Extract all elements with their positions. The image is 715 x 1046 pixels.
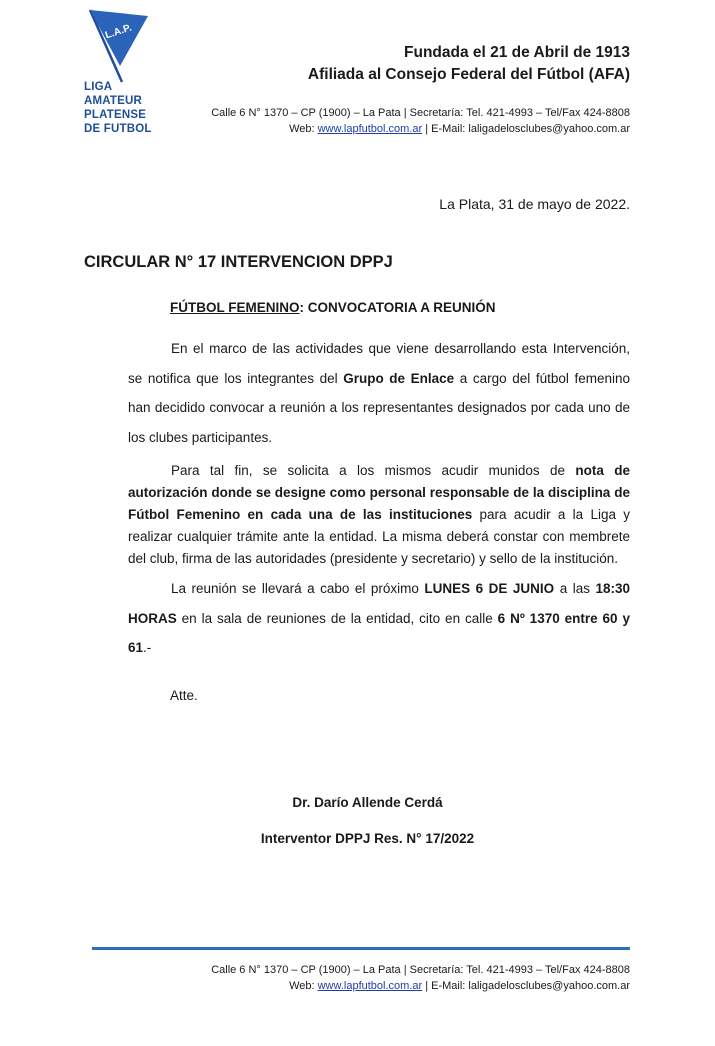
affiliation-line: Afiliada al Consejo Federal del Fútbol (AFA) — [307, 66, 630, 83]
subject-line — [170, 300, 496, 315]
paragraph-3 — [128, 574, 630, 663]
paragraph-text: a las — [554, 581, 596, 596]
paragraph-bold-text: Grupo de Enlace — [343, 370, 455, 386]
logo-line: AMATEUR — [84, 95, 143, 107]
footer-web-link[interactable]: www.lapfutbol.com.ar — [317, 980, 423, 992]
paragraph-text: a cargo del fútbol femenino han decidido convocar a reunión a los representantes designados por cada uno de los clubes participantes. — [128, 370, 630, 445]
footer-contact — [211, 962, 630, 994]
paragraph-text: para acudir a la Liga y realizar cualquier trámite ante la entidad. La misma deberá constar con membrete del club, firma de las autoridades (presidente y secretario) y sello de la institución. — [128, 507, 630, 566]
logo-flag-text: L.A.P. — [103, 22, 134, 42]
founded-line: Fundada el 21 de Abril de 1913 — [404, 44, 630, 61]
letter-date: La Plata, 31 de mayo de 2022. — [439, 196, 630, 212]
paragraph-bold-text: 6 Nº 1370 entre 60 y 61 — [128, 610, 630, 655]
paragraph-text: .- — [143, 640, 152, 655]
logo-line: DE FUTBOL — [84, 123, 152, 135]
header-address: Calle 6 N° 1370 – CP (1900) – La Pata | Secretaría: Tel. 421-4993 – Tel/Fax 424-8808 — [211, 107, 630, 119]
paragraph-text: en la sala de reuniones de la entidad, cito en calle — [176, 610, 498, 626]
paragraph-text: En el marco de las actividades que viene desarrollando esta Intervención, se notifica que los integrantes del — [128, 341, 630, 386]
paragraph-text: La reunión se llevará a cabo el próximo — [171, 581, 425, 596]
paragraph-2 — [128, 460, 630, 570]
pennant-flag-icon — [84, 8, 164, 88]
footer-web-line — [211, 978, 630, 994]
header-contact — [211, 105, 630, 137]
closing: Atte. — [170, 688, 198, 703]
signatory-role: Interventor DPPJ Res. N° 17/2022 — [260, 831, 475, 846]
paragraph-bold-text: nota de autorización donde se designe como personal responsable de la disciplina de Fútbol Femenino en cada una de las instituciones — [128, 463, 630, 522]
header-web-link[interactable]: www.lapfutbol.com.ar — [317, 123, 423, 135]
logo-line: LIGA — [84, 81, 113, 93]
footer-divider — [92, 947, 630, 950]
paragraph-bold-text: LUNES 6 DE JUNIO — [424, 581, 555, 596]
logo-wordmark — [84, 80, 152, 136]
paragraph-1 — [128, 334, 630, 452]
subject-rest: : CONVOCATORIA A REUNIÓN — [299, 300, 496, 315]
league-logo — [84, 8, 164, 138]
footer-address: Calle 6 N° 1370 – CP (1900) – La Pata | Secretaría: Tel. 421-4993 – Tel/Fax 424-8808 — [211, 964, 630, 976]
paragraph-bold-text: 18:30 HORAS — [128, 581, 630, 626]
subject-underlined: FÚTBOL FEMENINO — [170, 300, 300, 315]
circular-title: CIRCULAR N° 17 INTERVENCION DPPJ — [84, 253, 393, 271]
footer-web-label: Web: — [289, 980, 318, 992]
header-web-line — [211, 121, 630, 137]
signatory-name: Dr. Darío Allende Cerdá — [292, 795, 443, 810]
header-email: | E-Mail: laligadelosclubes@yahoo.com.ar — [422, 123, 630, 135]
footer-email: | E-Mail: laligadelosclubes@yahoo.com.ar — [422, 980, 630, 992]
header-web-label: Web: — [289, 123, 318, 135]
letterhead-title — [308, 42, 630, 86]
paragraph-text: Para tal fin, se solicita a los mismos acudir munidos de — [171, 463, 576, 478]
logo-line: PLATENSE — [84, 109, 147, 121]
